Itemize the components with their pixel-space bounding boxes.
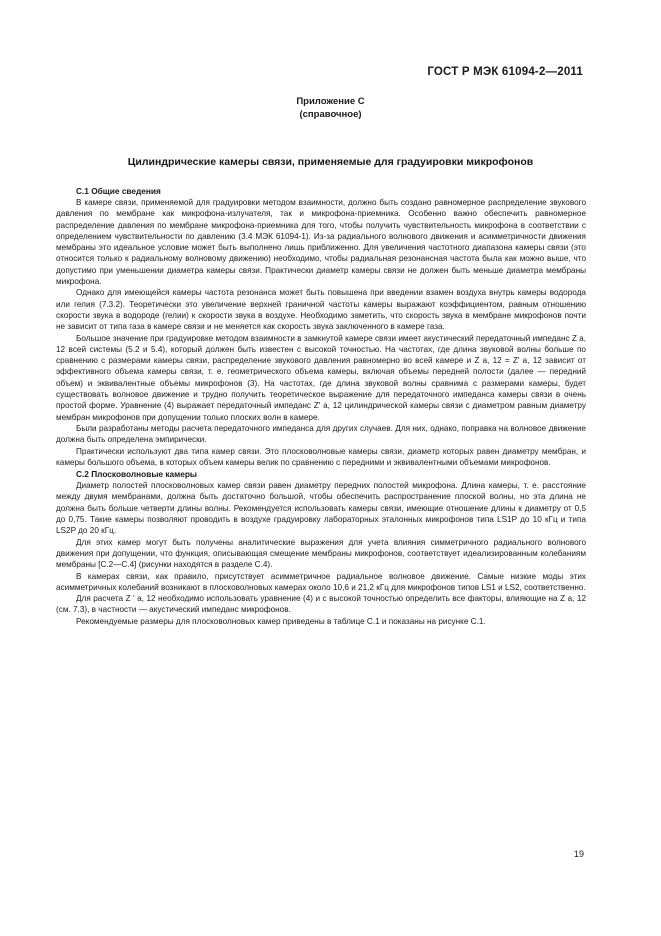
paragraph: Однако для имеющейся камеры частота резонанса может быть повышена при введении взамен воздуха внутрь камеры водорода или гелия (7.3.2). Теоретически это увеличение верхней граничной частоты камеры выражают коэффициентом, равным отношению скорости звука в водороде (гелии) к скорости звука в воздухе. Необходимо заметить, что скорость звука в мембране микрофонов почти не зависит от типа газа в камере связи и не меняется как скорость звука заключенного в камере газа.: [56, 288, 586, 332]
standard-code: ГОСТ Р МЭК 61094-2—2011: [427, 66, 583, 78]
appendix-label: Приложение С: [296, 96, 365, 107]
section-heading: С.1 Общие сведения: [76, 186, 161, 196]
paragraph: Рекомендуемые размеры для плосковолновых камер приведены в таблице С.1 и показаны на рисунке С.1.: [76, 616, 486, 626]
page-number: 19: [574, 849, 585, 859]
paragraph: В камерах связи, как правило, присутствует асимметричное радиальное волновое движение. Самые низкие моды этих асимметричных колебаний возникают в плосковолновых камерах около 10,6 и 21,2 кГц для микрофонов типов LS1 и LS2, соответственно.: [56, 571, 586, 592]
paragraph: Большое значение при градуировке методом взаимности в замкнутой камере связи имеет акустический передаточный импеданс Z a, 12 всей системы (5.2 и 5.4), который должен быть известен с высокой точностью. На частотах, где длина звуковой волны больше по сравнению с размерами камеры связи, распределение звукового давления равномерно во всей камере и Z a, 12 = Z' a, 12 зависит от эффективного объема камеры связи, т. е. геометрического объема камеры, включая объемы передней полости (далее — передний объем) и эквивалентные объемы микрофонов (3). На частотах, где длина звуковой волны сравнима с размерами камеры, будет существовать волновое движение и трудно получить теоретическое выражение для передаточного импеданса камеры связи в очень простой форме. Уравнение (4) выражает передаточный импеданс Z' a, 12 цилиндрической камеры связи с диаметром равным диаметру мембран микрофонов при допущении только плоских волн в камере.: [56, 333, 586, 422]
paragraph: Для расчета Z ' a, 12 необходимо использовать уравнение (4) и с высокой точностью определить все факторы, влияющие на Z a, 12 (см. 7.3), в частности — акустический импеданс микрофонов.: [56, 594, 586, 615]
document-title: Цилиндрические камеры связи, применяемые для градуировки микрофонов: [127, 156, 534, 168]
paragraph: Диаметр полостей плосковолновых камер связи равен диаметру передних полостей микрофона. Длина камеры, т. е. расстояние между двумя мембранами, должна быть достаточно большой, чтобы обеспечить распространение плоской волны, но эта длина не должна быть больше четверти длины волны. Рекомендуется использовать камеры связи, имеющие отношение длины к диаметру от 0,5 до 0,75. Такие камеры позволяют проводить в воздухе градуировку лабораторных эталонных микрофонов типа LS1P до 10 кГц и типа LS2P до 20 кГц.: [56, 481, 586, 536]
section-heading: С.2 Плосковолновые камеры: [76, 469, 198, 480]
paragraph: Для этих камер могут быть получены аналитические выражения для учета влияния симметричного радиального волнового движения при допущении, что функция, описывающая смещение мембраны микрофонов, соответствует идеализированным колебаниям мембраны [С.2—С.4] (рисунки находятся в разделе С.4).: [56, 537, 586, 570]
paragraph: В камере связи, применяемой для градуировки методом взаимности, должно быть создано равномерное распределение звукового давления по мембране как микрофона-излучателя, так и микрофона-приемника. Особенно важно обеспечить равномерное распределение давления по мембране микрофона-приемника для того, чтобы получить чувствительность микрофона в соответствии с определением чувствительности по давлению (3.4 МЭК 61094-1). Из-за радиального волнового движения и асимметричности движения мембраны это идеальное условие может быть выполнено лишь приближенно. Для увеличения частотного диапазона камеры связи (это относится только к радиальному волновому движению) необходимо, чтобы радиальная резонансная частота была как можно выше, что допустимо при уменьшении диаметра камеры связи. Практически диаметр камеры связи не должен быть меньше диаметра мембраны микрофона.: [56, 198, 586, 287]
document-body: [56, 185, 586, 627]
paragraph: Были разработаны методы расчета передаточного импеданса для других случаев. Для них, однако, поправка на волновое движение должна быть определена эмпирически.: [56, 423, 586, 445]
appendix-heading: [0, 95, 661, 121]
appendix-type: (справочное): [299, 109, 362, 120]
paragraph: Практически используют два типа камер связи. Это плосковолновые камеры связи, диаметр которых равен диаметру мембран, и камеры большого объема, в которых объем камеры велик по сравнению с передними и эквивалентными объемами микрофонов.: [56, 446, 586, 467]
